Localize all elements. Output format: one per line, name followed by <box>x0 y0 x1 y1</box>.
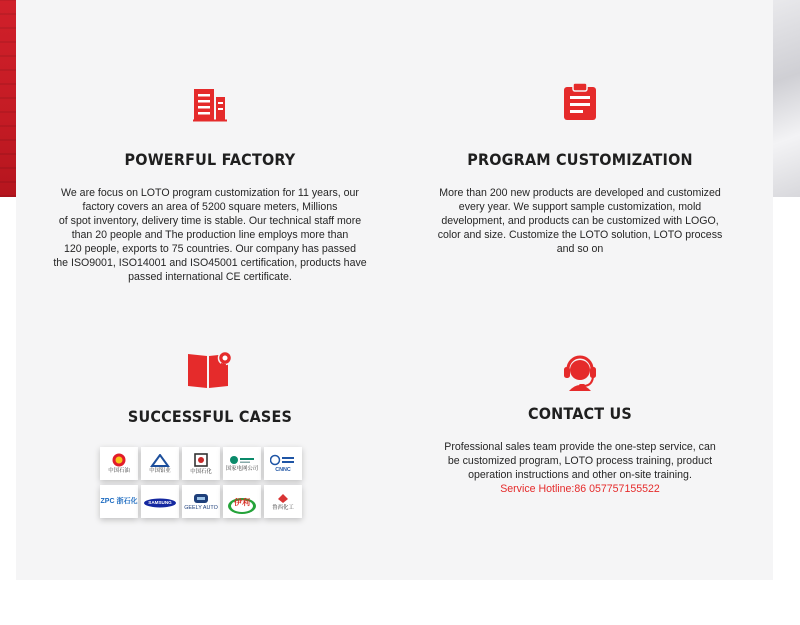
feature-program-customization <box>410 82 750 256</box>
cnnc-logo <box>264 447 302 480</box>
samsung-logo <box>141 485 179 518</box>
feature-desc-line: color and size. Customize the LOTO solution, LOTO process <box>437 229 723 241</box>
logo-label: 中国石化 <box>190 468 212 475</box>
feature-desc-line: than 20 people and The production line employs more than <box>71 229 349 241</box>
geely-logo <box>182 485 220 518</box>
background-right-strip <box>773 0 800 197</box>
yili-logo <box>223 485 261 518</box>
feature-powerful-factory <box>40 85 380 284</box>
background-left-strip <box>0 0 16 197</box>
logo-label: GEELY AUTO <box>184 504 218 511</box>
factory-icon <box>191 85 229 123</box>
logo-label: 国家电网公司 <box>225 466 259 472</box>
service-hotline-link[interactable]: Service Hotline:86 057757155522 <box>500 483 660 495</box>
logo-label: 中国铝业 <box>149 467 171 474</box>
logo-label: SAMSUNG <box>148 499 172 505</box>
headset-support-icon <box>559 349 601 391</box>
state-grid-logo <box>223 447 261 480</box>
sinopec-logo <box>100 447 138 480</box>
clipboard-icon <box>561 82 599 122</box>
feature-title: POWERFUL FACTORY <box>124 150 296 169</box>
feature-title: PROGRAM CUSTOMIZATION <box>467 150 693 169</box>
feature-desc-line: operation instructions and other on-site training. <box>468 469 692 481</box>
partner-logos-grid <box>100 447 310 518</box>
feature-title: CONTACT US <box>527 404 632 423</box>
feature-desc-line: More than 200 new products are developed and customized <box>439 187 721 199</box>
certificate-book-icon <box>186 350 234 390</box>
feature-desc-line: Professional sales team provide the one-step service, can <box>444 441 716 453</box>
feature-desc-line: We are focus on LOTO program customization for 11 years, our <box>61 187 359 199</box>
feature-contact-us <box>410 349 750 496</box>
feature-desc-line: every year. We support sample customization, mold <box>458 201 702 213</box>
chemical-logo <box>264 485 302 518</box>
feature-desc-line: and so on <box>556 243 604 255</box>
feature-desc-line: 120 people, exports to 75 countries. Our company has passed <box>63 243 357 255</box>
logo-label: ZPC 浙石化 <box>100 498 138 505</box>
logo-label: 伊利 <box>234 498 250 507</box>
feature-desc-line: be customized program, LOTO process training, product <box>447 455 713 467</box>
sinochem-logo <box>182 447 220 480</box>
feature-desc-line: development, and products can be customized with LOGO, <box>441 215 719 227</box>
logo-label: CNNC <box>275 467 291 473</box>
feature-desc-line: the ISO9001, ISO14001 and ISO45001 certification, products have <box>53 257 367 269</box>
feature-desc-line: passed international CE certificate. <box>128 271 292 283</box>
feature-desc-line: factory covers an area of 5200 square meters, Millions <box>82 201 338 213</box>
logo-label: 中国石油 <box>108 468 130 474</box>
chalco-logo <box>141 447 179 480</box>
logo-label: 鲁西化工 <box>272 504 294 511</box>
zpc-logo <box>100 485 138 518</box>
feature-desc-line: of spot inventory, delivery time is stable. Our technical staff more <box>58 215 362 227</box>
feature-successful-cases <box>40 350 380 426</box>
feature-title: SUCCESSFUL CASES <box>127 407 293 426</box>
